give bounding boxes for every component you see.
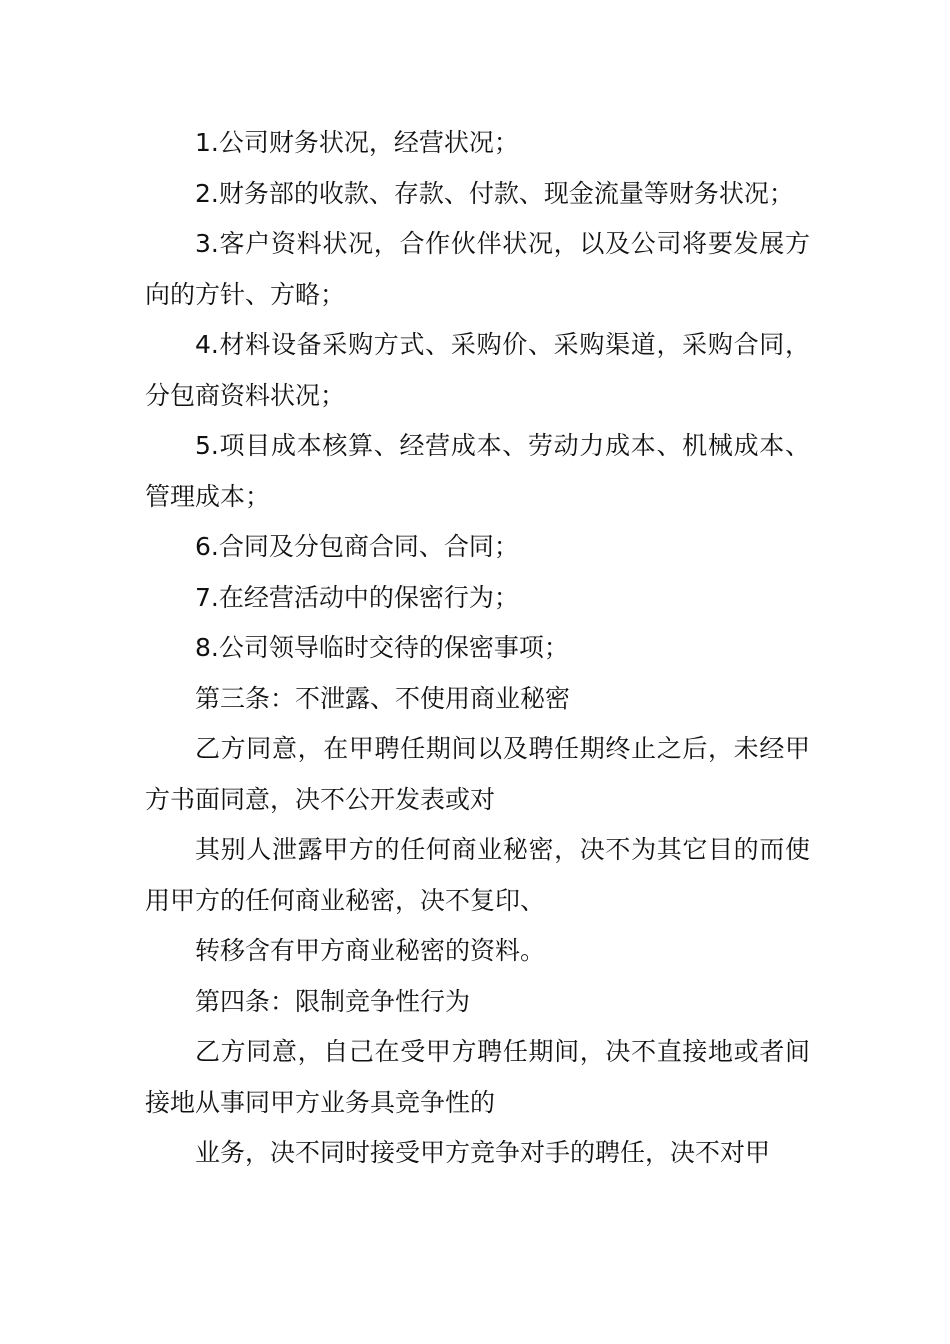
paragraph-item-5: 5.项目成本核算、经营成本、劳动力成本、机械成本、管理成本；: [145, 431, 810, 511]
article-3-text-2: 其别人泄露甲方的任何商业秘密，决不为其它目的而使用甲方的任何商业秘密，决不复印、: [145, 835, 810, 915]
document-body: [145, 118, 810, 1179]
article-3-text-1: 乙方同意，在甲聘任期间以及聘任期终止之后，未经甲方书面同意，决不公开发表或对: [145, 734, 810, 814]
paragraph-item-3: 3.客户资料状况，合作伙伴状况，以及公司将要发展方向的方针、方略；: [145, 229, 810, 309]
article-4-text-2: 业务，决不同时接受甲方竞争对手的聘任，决不对甲: [195, 1138, 771, 1167]
article-4-heading: 第四条：限制竞争性行为: [195, 986, 471, 1016]
paragraph-item-7: 7.在经营活动中的保密行为；: [195, 582, 519, 612]
paragraph-item-6: 6.合同及分包商合同、合同；: [195, 532, 519, 561]
article-4-text-1: 乙方同意，自己在受甲方聘任期间，决不直接地或者间接地从事同甲方业务具竞争性的: [145, 1037, 810, 1117]
paragraph-item-8: 8.公司领导临时交待的保密事项；: [195, 633, 569, 662]
paragraph-item-1: 1.公司财务状况，经营状况；: [195, 128, 519, 157]
paragraph-item-2: 2.财务部的收款、存款、付款、现金流量等财务状况；: [195, 178, 794, 208]
paragraph-item-4: 4.材料设备采购方式、采购价、采购渠道，采购合同，分包商资料状况；: [145, 330, 810, 410]
article-3-heading: 第三条：不泄露、不使用商业秘密: [195, 683, 571, 713]
article-3-text-3: 转移含有甲方商业秘密的资料。: [195, 936, 546, 965]
